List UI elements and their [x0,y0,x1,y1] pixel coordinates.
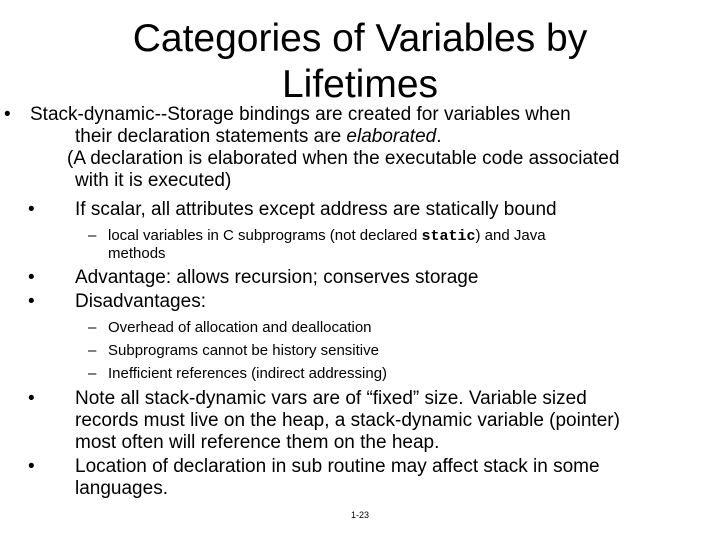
emphasis-text: elaborated [346,126,437,147]
bullet-item-location [28,456,708,500]
item-line: Location of declaration in sub routine may affect stack in some [75,456,600,477]
code-keyword: static [421,228,476,245]
item-line [88,227,708,245]
slide-title: Categories of Variables by Lifetimes [132,17,588,106]
item-line: Subprograms cannot be history sensitive [108,342,379,359]
bullet-item-scalar [28,199,698,221]
sub-item-disadvantage [88,365,688,382]
sub-item-disadvantage [88,319,688,336]
item-line: languages. [75,478,168,499]
dash-glyph: – [88,342,97,359]
item-text: . [436,126,442,147]
item-line: Inefficient references (indirect addressing) [108,365,388,382]
item-line: Note all stack-dynamic vars are of “fixed” size. Variable sized [75,388,587,409]
page-number: 1-23 [350,510,369,520]
bullet-glyph: • [28,267,35,288]
bullet-glyph: • [28,199,35,220]
item-line [0,126,700,148]
item-line: methods [108,245,166,262]
dash-glyph: – [88,319,97,336]
item-text: local variables in C subprograms (not declared [108,227,422,244]
item-text: their declaration statements are [75,126,347,147]
item-text: ) and Java [475,227,546,244]
bullet-glyph: • [28,456,35,477]
item-line: Disadvantages: [75,291,206,312]
bullet-item-note [28,388,708,454]
sub-item-disadvantage [88,342,688,359]
bullet-item-stack-dynamic [0,104,700,192]
item-line: Advantage: allows recursion; conserves storage [75,267,479,288]
item-line: with it is executed) [75,170,232,191]
item-line: records must live on the heap, a stack-dynamic variable (pointer) [75,410,620,431]
bullet-glyph: • [28,388,35,409]
item-line: If scalar, all attributes except address are statically bound [75,199,557,220]
bullet-item-disadvantages [28,291,698,313]
item-line: (A declaration is elaborated when the executable code associated [67,148,620,169]
bullet-item-advantage [28,267,698,289]
sub-item-local-variables [88,227,708,262]
item-line: Overhead of allocation and deallocation [108,319,372,336]
bullet-glyph: • [4,104,11,125]
item-line: most often will reference them on the heap. [75,432,440,453]
dash-glyph: – [88,227,97,244]
bullet-glyph: • [28,291,35,312]
item-line: Stack-dynamic--Storage bindings are created for variables when [30,104,571,125]
dash-glyph: – [88,365,97,382]
